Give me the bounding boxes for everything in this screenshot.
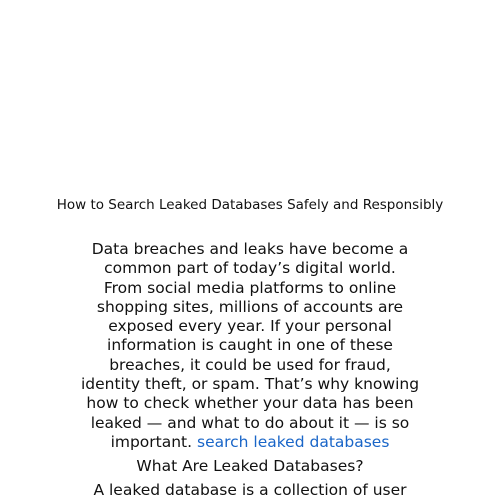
intro-line: identity theft, or spam. That’s why knowing	[80, 375, 420, 394]
next-paragraph-line: A leaked database is a collection of user	[93, 481, 407, 499]
intro-line: how to check whether your data has been	[86, 394, 414, 413]
intro-line: common part of today’s digital world.	[104, 259, 396, 278]
article-title: How to Search Leaked Databases Safely and Responsibly	[56, 197, 444, 213]
intro-line: leaked — and what to do about it — is so	[90, 413, 410, 432]
section-heading: What Are Leaked Databases?	[136, 457, 364, 475]
intro-last-line-text: important.	[110, 432, 197, 451]
intro-last-line	[0, 433, 500, 452]
intro-line: From social media platforms to online	[103, 278, 397, 297]
intro-paragraph	[0, 240, 500, 452]
intro-line: exposed every year. If your personal	[108, 317, 392, 336]
intro-line: breaches, it could be used for fraud,	[109, 355, 391, 374]
intro-line: information is caught in one of these	[107, 336, 393, 355]
intro-line: Data breaches and leaks have become a	[91, 240, 409, 258]
search-leaked-databases-link[interactable]: search leaked databases	[197, 432, 390, 451]
intro-line: shopping sites, millions of accounts are	[96, 297, 404, 316]
